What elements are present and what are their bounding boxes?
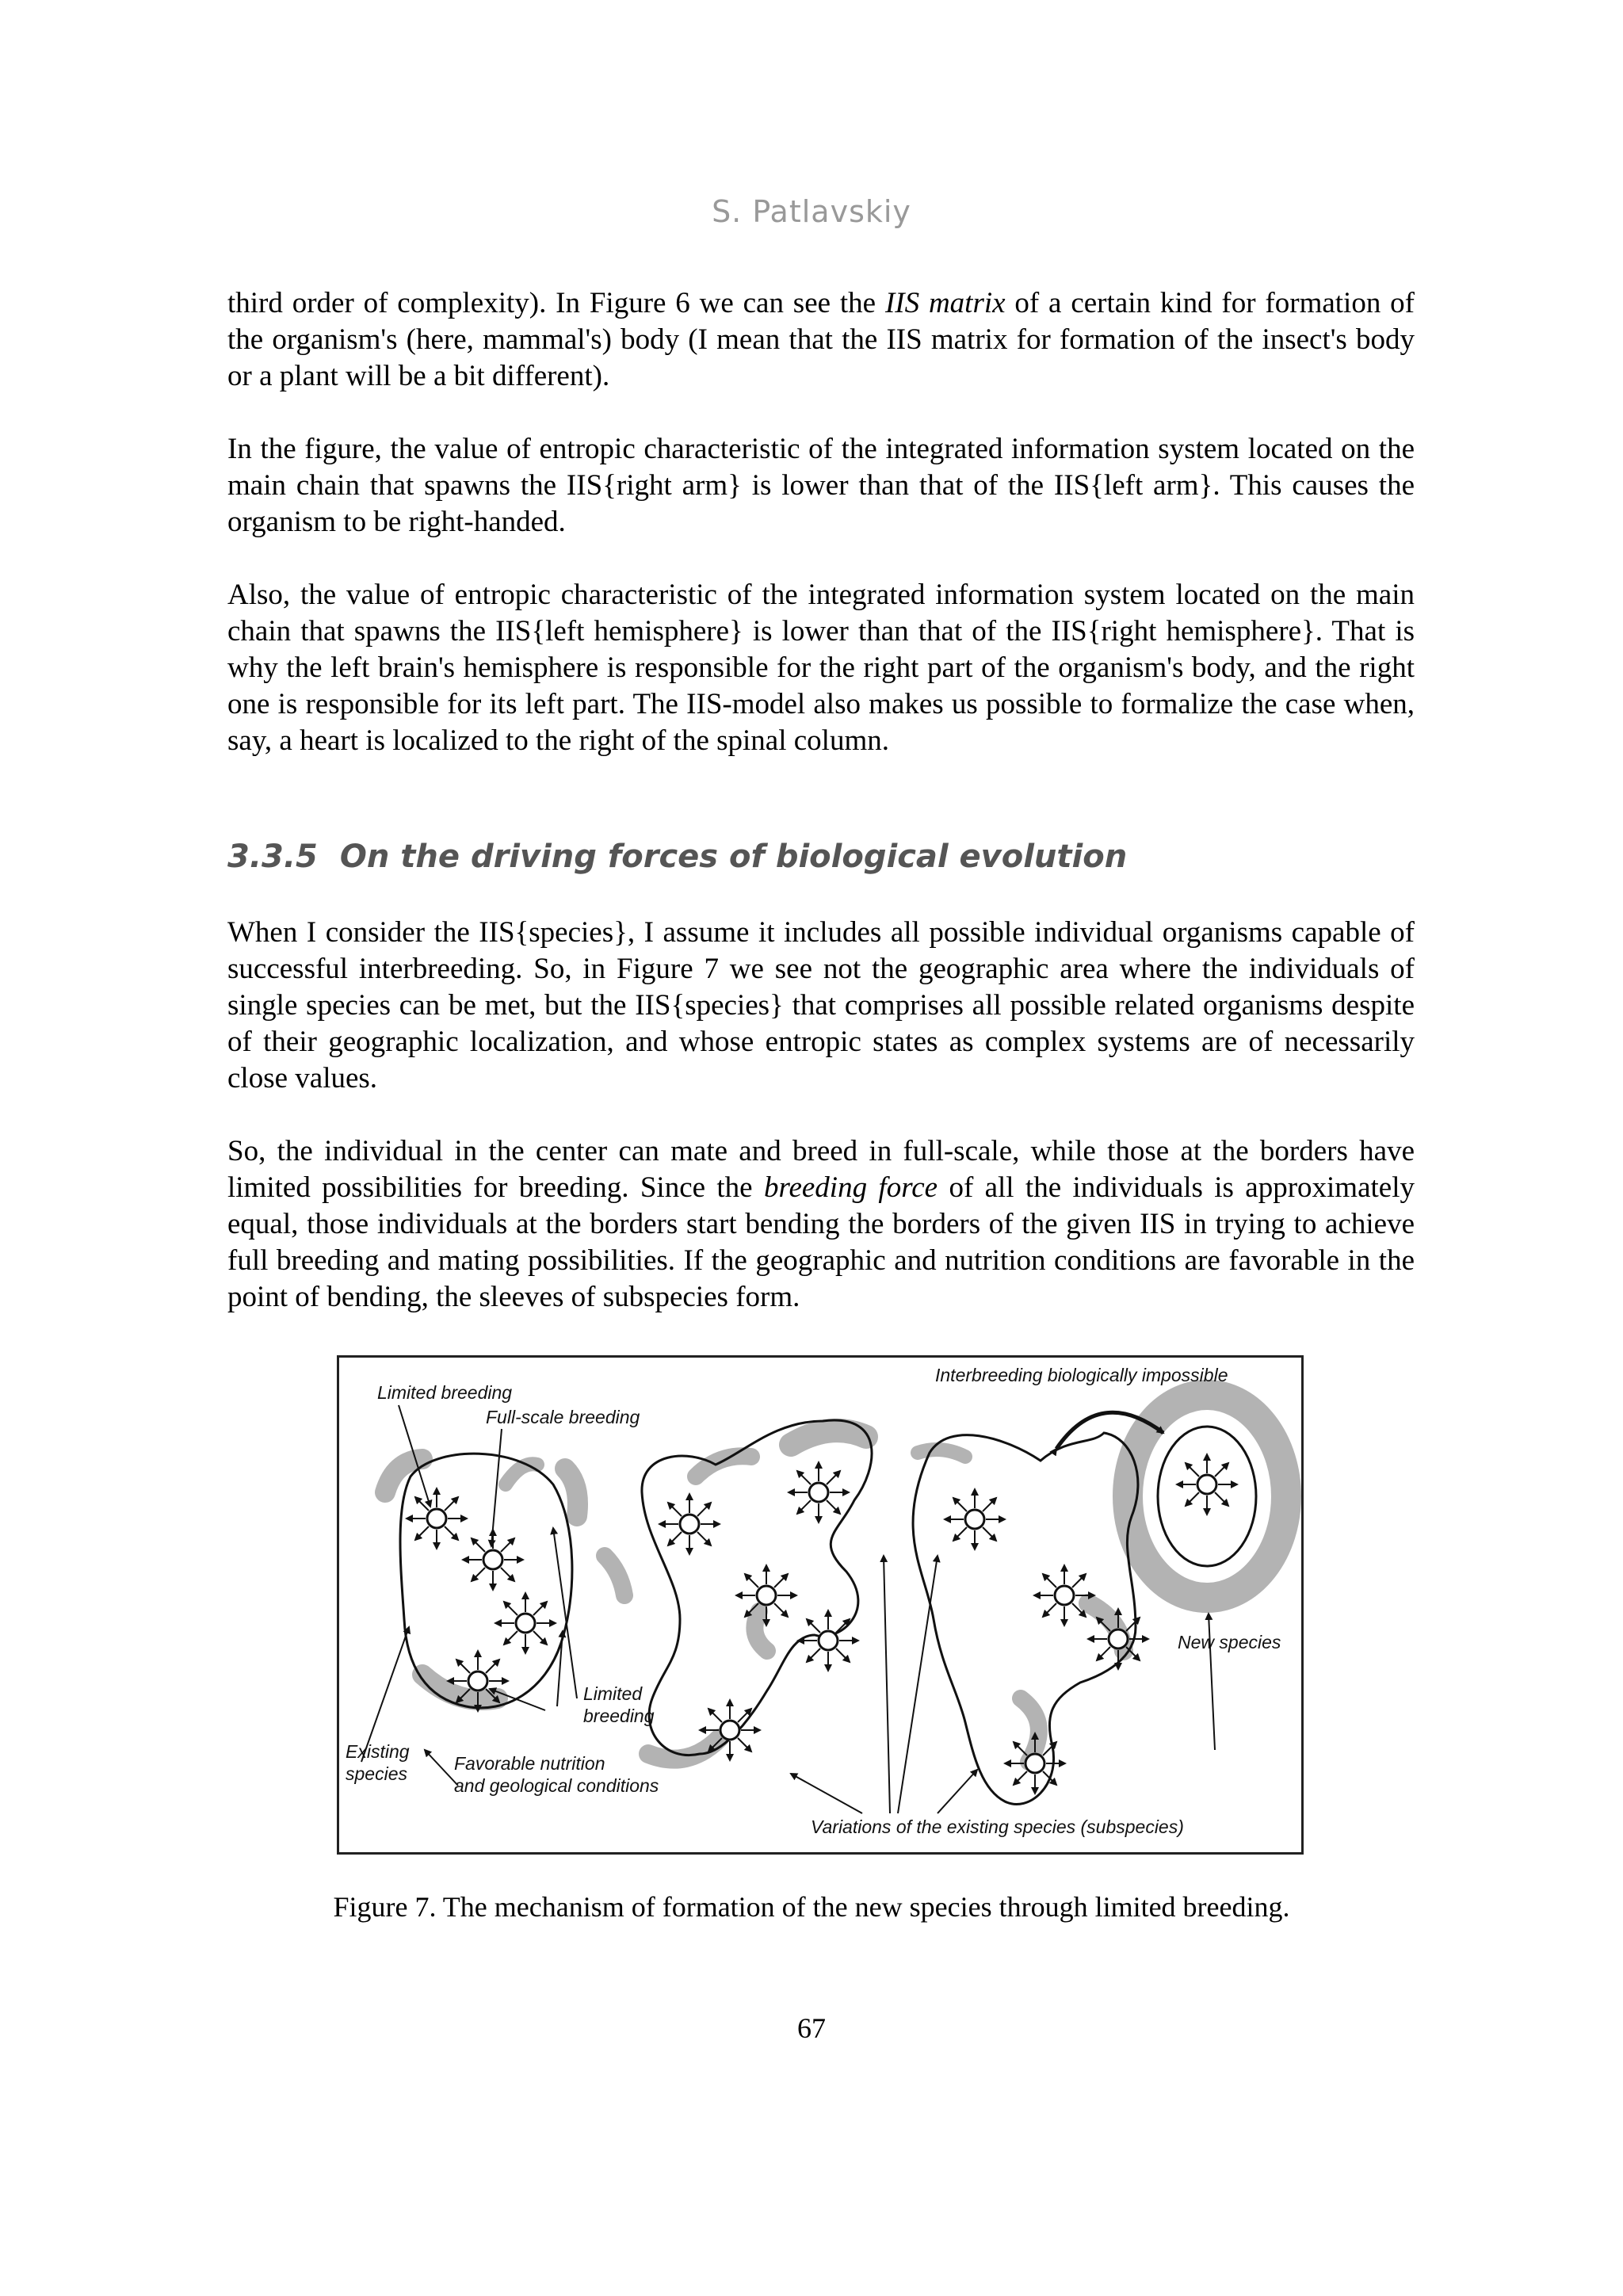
label-full-scale-breeding: Full-scale breeding: [486, 1407, 640, 1427]
label-limited-breeding-top: Limited breeding: [377, 1382, 513, 1403]
label-limited-1: Limited: [583, 1683, 643, 1704]
figure-caption: Figure 7. The mechanism of formation of the new species through limited breeding.: [333, 1891, 1290, 1923]
label-interbreeding-impossible: Interbreeding biologically impossible: [935, 1365, 1228, 1385]
section-heading: [227, 839, 1127, 875]
paragraph-1: third order of complexity). In Figure 6 we can see the IIS matrix of a certain kind for formation of the organism's (here, mammal's) body (I mean that the IIS matrix for formation of the insect's body or a plant will be a bit different).: [227, 287, 1415, 392]
term-breeding-force: breeding force: [763, 1171, 938, 1204]
favorable-areas: [385, 1395, 1286, 1762]
label-favorable-1: Favorable nutrition: [454, 1753, 605, 1774]
label-existing-2: species: [346, 1763, 407, 1784]
paragraph-3: Also, the value of entropic characteristic of the integrated information system located on the main chain that spawns the IIS{left hemisphere} is lower than that of the IIS{right hemisphere}. That is why the left brain's hemisphere is responsible for the right part of the organism's body, and the right one is responsible for its left part. The IIS-model also makes us possible to formalize the case when, say, a heart is localized to the right of the spinal column.: [227, 579, 1415, 757]
running-header: S. Patlavskiy: [712, 194, 911, 229]
label-variations: Variations of the existing species (subspecies): [811, 1817, 1184, 1837]
section-number: 3.3.5: [227, 839, 318, 875]
paragraph-2: In the figure, the value of entropic characteristic of the integrated information system located on the main chain that spawns the IIS{right arm} is lower than that of the IIS{left arm}. This causes the organism to be right-handed.: [227, 433, 1415, 538]
section-title: On the driving forces of biological evolution: [339, 839, 1128, 875]
figure-7: [337, 1355, 1304, 1855]
label-limited-2: breeding: [583, 1706, 655, 1726]
label-new-species: New species: [1178, 1632, 1281, 1652]
page-number: 67: [797, 2012, 826, 2044]
paragraph-5: So, the individual in the center can mate and breed in full-scale, while those at the borders have limited possibilities for breeding. Since the breeding force of all the individuals is approximately equal, those individuals at the borders start bending the borders of the given IIS in trying to achieve full breeding and mating possibilities. If the geographic and nutrition conditions are favorable in the point of bending, the sleeves of subspecies form.: [227, 1135, 1415, 1313]
species-diagram: [339, 1358, 1301, 1852]
label-existing-1: Existing: [346, 1741, 410, 1762]
term-iis-matrix: IIS matrix: [884, 287, 1006, 319]
label-favorable-2: and geological conditions: [454, 1775, 659, 1796]
paragraph-4: When I consider the IIS{species}, I assume it includes all possible individual organisms capable of successful interbreeding. So, in Figure 7 we see not the geographic area where the individuals of single species can be met, but the IIS{species} that comprises all possible related organisms despite of their geographic localization, and whose entropic states as complex systems are of necessarily close values.: [227, 916, 1415, 1095]
subspecies-outline-1: [642, 1420, 872, 1755]
